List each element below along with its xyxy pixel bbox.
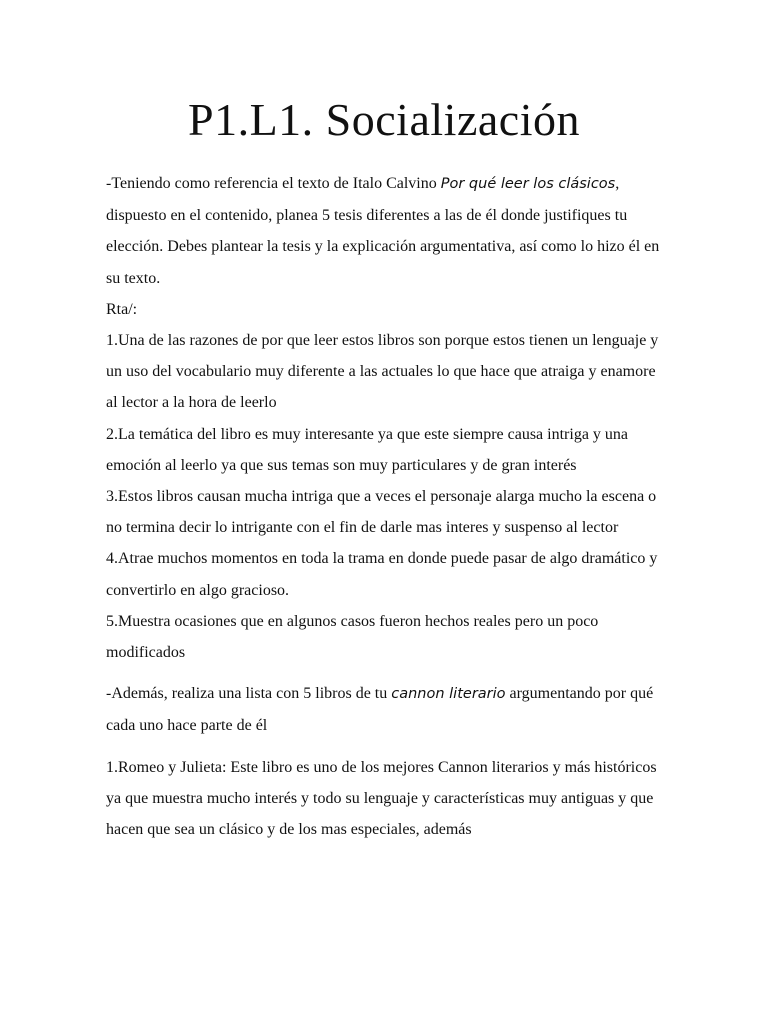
paragraph-gap — [106, 668, 666, 678]
prompt-1-text-start: -Teniendo como referencia el texto de Italo Calvino — [106, 175, 441, 192]
document-body — [106, 168, 666, 845]
answer-5: 5.Muestra ocasiones que en algunos casos fueron hechos reales pero un poco modificados — [106, 612, 599, 662]
list-item-1: 1.Romeo y Julieta: Este libro es uno de los mejores Cannon literarios y más históricos ya que muestra mucho interés y todo su lenguaje y características muy antiguas y que hacen que sea un clásico y de los mas especiales, además — [106, 758, 657, 839]
prompt-2-text-start: -Además, realiza una lista con 5 libros de tu — [106, 685, 392, 703]
answer-3: 3.Estos libros causan mucha intriga que a veces el personaje alarga mucho la escena o no termina decir lo intrigante con el fin de darle mas interes y suspenso al lector — [106, 488, 657, 537]
prompt-2-term: cannon literario — [391, 686, 506, 703]
prompt-2-text-end: argumentando por qué cada uno hace parte de él — [106, 685, 654, 735]
answer-2: 2.La temática del libro es muy interesante ya que este siempre causa intriga y una emoción al leerlo ya que sus temas son muy particulares y de gran interés — [106, 425, 629, 474]
prompt-2 — [106, 678, 666, 741]
page-title: P1.L1. Socialización — [188, 94, 580, 145]
prompt-1-text-end: , dispuesto en el contenido, planea 5 tesis diferentes a las de él donde justifiques tu elección. Debes plantear la tesis y la explicación argumentativa, así como lo hizo él en su texto. — [106, 175, 660, 287]
prompt-1 — [106, 168, 666, 294]
answer-4: 4.Atrae muchos momentos en toda la trama en donde puede pasar de algo dramático y convertirlo en algo gracioso. — [106, 550, 658, 599]
answer-label: Rta/: — [106, 300, 138, 318]
answer-1: 1.Una de las razones de por que leer estos libros son porque estos tienen un lenguaje y un uso del vocabulario muy diferente a las actuales lo que hace que atraiga y enamore al lector a la hora de leerlo — [106, 332, 659, 412]
prompt-1-book-title: Por qué leer los clásicos — [440, 176, 616, 192]
paragraph-gap — [106, 742, 666, 752]
